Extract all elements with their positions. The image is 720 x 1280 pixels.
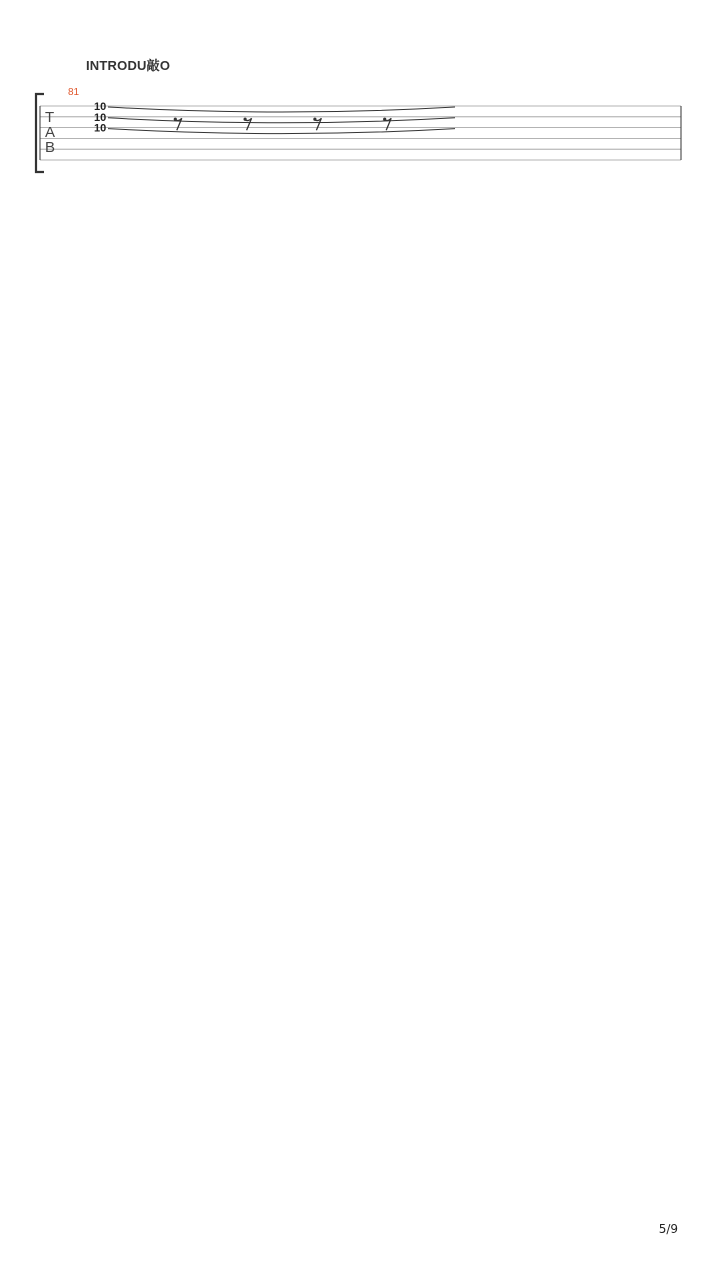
- rest-dot: [244, 118, 247, 121]
- rest-symbol: [174, 118, 182, 131]
- tab-clef-letter: T: [45, 109, 55, 126]
- rest-symbol: [244, 118, 252, 131]
- tie-arc: [108, 107, 455, 112]
- tab-clef-letter: B: [45, 139, 56, 156]
- measure-number: 81: [68, 87, 80, 98]
- fret-number: 10: [94, 122, 107, 135]
- fret-number: 10: [94, 111, 107, 124]
- fret-number: 10: [94, 101, 107, 113]
- tie-arc: [108, 118, 455, 123]
- page-number: 5/9: [658, 1222, 678, 1236]
- tab-clef-letter: A: [45, 124, 56, 141]
- tab-system: [36, 87, 681, 172]
- rest-symbol: [313, 118, 321, 131]
- tie-arc: [108, 129, 455, 134]
- rest-dot: [383, 118, 386, 121]
- section-title: INTRODU敲O: [86, 58, 171, 73]
- rest-dot: [174, 118, 177, 121]
- rest-symbol: [383, 118, 391, 131]
- rest-dot: [313, 118, 316, 121]
